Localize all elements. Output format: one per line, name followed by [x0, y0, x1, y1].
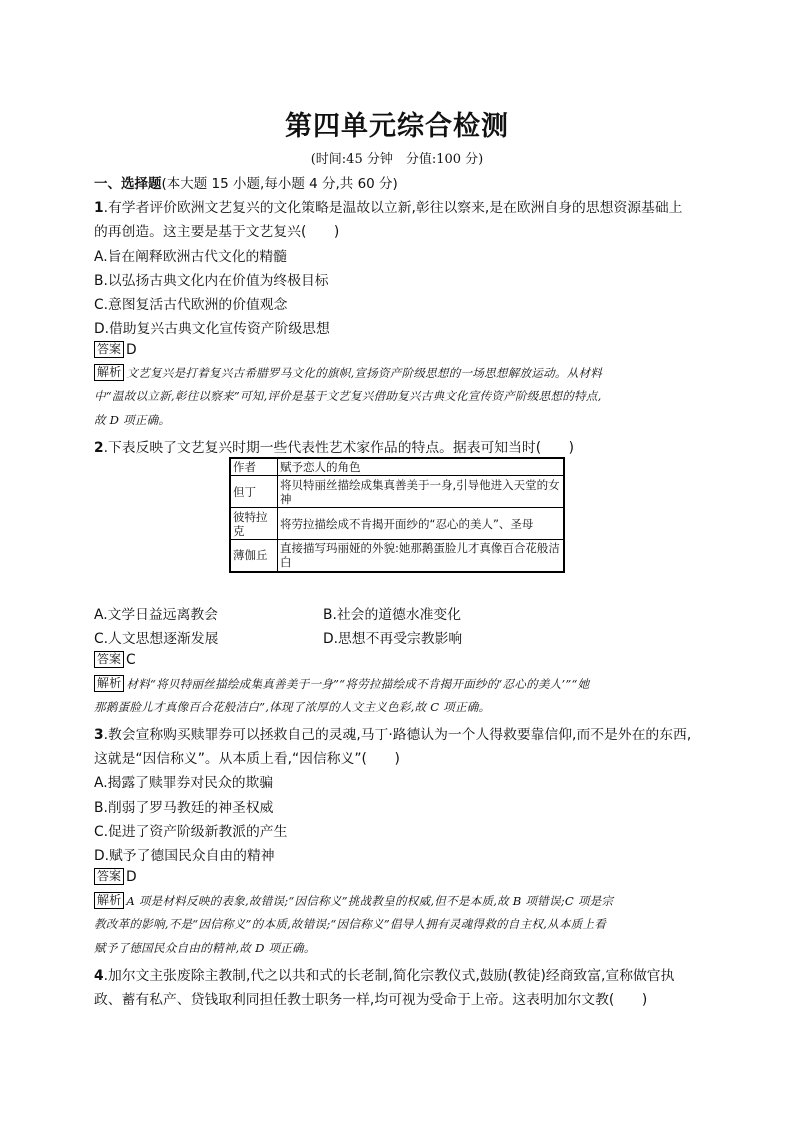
table-header-cell: 赋予恋人的角色 [278, 458, 565, 476]
q2-option-c: C.人文思想逐渐发展 [94, 631, 219, 647]
table-header-cell: 作者 [230, 458, 278, 476]
answer-tag: 答案 [94, 868, 124, 885]
q2-option-d: D.思想不再受宗教影响 [323, 631, 463, 647]
question-text: .有学者评价欧洲文艺复兴的文化策略是温故以立新,彰往以察来,是在欧洲自身的思想资源基础上 [103, 200, 683, 216]
q2-answer: C [126, 652, 136, 668]
analysis-text: A 项是材料反映的表象,故错误;“因信称义”挑战教皇的权威,但不是本质,故 B 项错误;C 项是宗 [126, 894, 614, 908]
q3-analysis-line-2: 教改革的影响,不是“因信称义”的本质,故错误;“因信称义”倡导人拥有灵魂得救的自主权,从本质上看 [94, 917, 607, 931]
q1-analysis-line-1 [94, 364, 602, 381]
answer-tag: 答案 [94, 341, 124, 358]
q2-option-b: B.社会的道德水准变化 [323, 607, 462, 623]
question-3-line-1 [94, 723, 691, 743]
question-number: 1 [94, 200, 104, 216]
question-text: .教会宣称购买赎罪券可以拯救自己的灵魂,马丁·路德认为一个人得救要靠信仰,而不是外在的东西, [103, 727, 692, 743]
q2-analysis-line-1 [94, 675, 589, 692]
page-title: 第四单元综合检测 [285, 111, 509, 142]
analysis-tag: 解析 [94, 675, 124, 692]
section-heading [94, 172, 398, 192]
q1-option-c: C.意图复活古代欧洲的价值观念 [94, 297, 288, 313]
table-row [230, 476, 564, 508]
table-cell: 将贝特丽丝描绘成集真善美于一身,引导他进入天堂的女神 [278, 476, 565, 508]
table-cell: 直接描写玛丽娅的外貌:她那鹅蛋脸儿才真像百合花般洁白 [278, 540, 565, 572]
question-2-line-1 [94, 436, 574, 456]
question-number: 2 [94, 440, 104, 456]
analysis-tag: 解析 [94, 892, 124, 909]
q1-option-d: D.借助复兴古典文化宣传资产阶级思想 [94, 321, 330, 337]
q3-option-d: D.赋予了德国民众自由的精神 [94, 848, 275, 864]
question-1-line-1 [94, 196, 682, 216]
question-number: 3 [94, 727, 104, 743]
q3-option-a: A.揭露了赎罪券对民众的欺骗 [94, 775, 274, 791]
q1-answer: D [126, 342, 137, 358]
section-label: 一、选择题 [94, 176, 162, 192]
table-header-row [230, 458, 564, 476]
q1-analysis-line-3: 故 D 项正确。 [94, 413, 171, 427]
question-3-line-2: 这就是“因信称义”。从本质上看,“因信称义”( ) [94, 751, 400, 767]
table-cell: 但丁 [230, 476, 278, 508]
q3-answer: D [126, 869, 137, 885]
analysis-text: 文艺复兴是打着复兴古希腊罗马文化的旗帜,宣扬资产阶级思想的一场思想解放运动。从材料 [126, 366, 603, 380]
section-note: (本大题 15 小题,每小题 4 分,共 60 分) [161, 176, 398, 192]
q3-option-b: B.削弱了罗马教廷的神圣权威 [94, 800, 274, 816]
page-subtitle: (时间:45 分钟 分值:100 分) [310, 152, 484, 167]
analysis-text: 材料“将贝特丽丝描绘成集真善美于一身”“将劳拉描绘成不肯揭开面纱的‘忍心的美人’”“她 [126, 677, 590, 691]
q3-answer-row [94, 868, 137, 885]
q2-answer-row [94, 651, 136, 668]
analysis-tag: 解析 [94, 364, 124, 381]
question-4-line-1 [94, 964, 674, 984]
question-1-line-2: 的再创造。这主要是基于文艺复兴( ) [94, 224, 340, 240]
q3-analysis-line-1 [94, 892, 613, 909]
question-text: .加尔文主张废除主教制,代之以共和式的长老制,简化宗教仪式,鼓励(教徒)经商致富,宣称做官执 [103, 968, 675, 984]
q2-analysis-line-2: 那鹅蛋脸儿才真像百合花般洁白”,体现了浓厚的人文主义色彩,故 C 项正确。 [94, 700, 491, 714]
q1-answer-row [94, 341, 137, 358]
q1-option-b: B.以弘扬古典文化内在价值为终极目标 [94, 273, 329, 289]
q2-option-a: A.文学日益远离教会 [94, 607, 218, 623]
question-number: 4 [94, 968, 104, 984]
artists-table [229, 457, 565, 573]
q3-analysis-line-3: 赋予了德国民众自由的精神,故 D 项正确。 [94, 941, 316, 955]
answer-tag: 答案 [94, 651, 124, 668]
table-cell: 薄伽丘 [230, 540, 278, 572]
table-row [230, 508, 564, 540]
q3-option-c: C.促进了资产阶级新教派的产生 [94, 824, 288, 840]
table-cell: 将劳拉描绘成不肯揭开面纱的“忍心的美人”、圣母 [278, 508, 565, 540]
question-text: .下表反映了文艺复兴时期一些代表性艺术家作品的特点。据表可知当时( ) [103, 440, 575, 456]
table-row [230, 540, 564, 572]
q1-option-a: A.旨在阐释欧洲古代文化的精髓 [94, 249, 287, 265]
table-cell: 彼特拉克 [230, 508, 278, 540]
q1-analysis-line-2: 中“温故以立新,彰往以察来”可知,评价是基于文艺复兴借助复兴古典文化宣传资产阶级思想的特点, [94, 389, 602, 403]
question-4-line-2: 政、蓄有私产、贷钱取利同担任教士职务一样,均可视为受命于上帝。这表明加尔文教( ) [94, 992, 648, 1008]
